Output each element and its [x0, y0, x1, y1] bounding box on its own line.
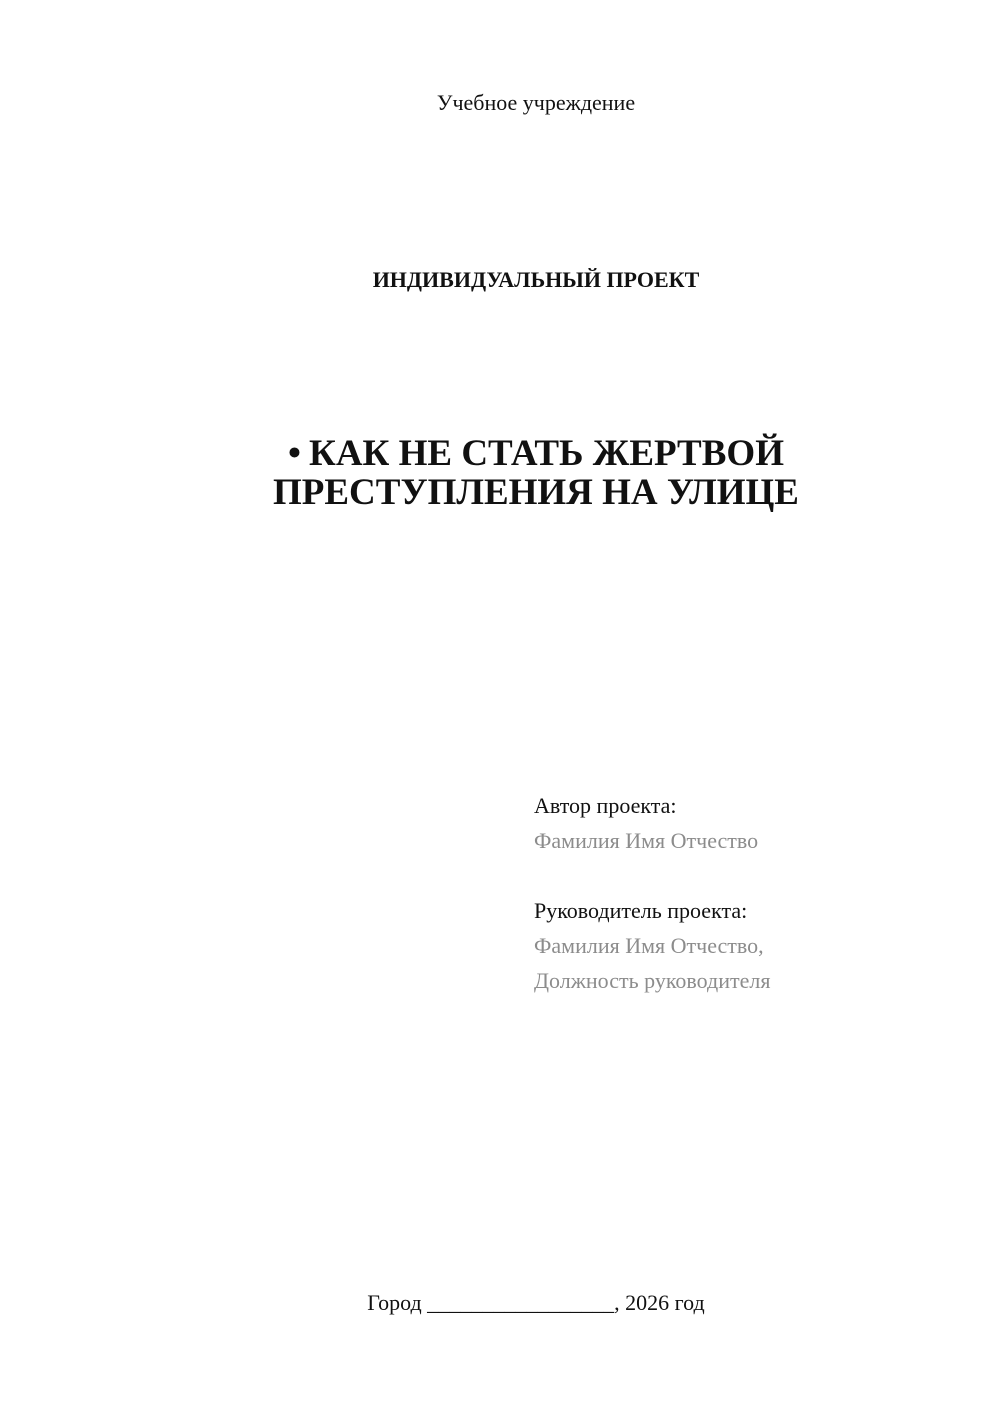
meta-spacer	[534, 858, 974, 893]
author-name: Фамилия Имя Отчество	[534, 828, 759, 853]
year-text: , 2026 год	[614, 1290, 705, 1315]
project-meta	[534, 788, 974, 998]
city-label: Город	[367, 1290, 422, 1315]
author-label: Автор проекта:	[534, 793, 677, 818]
document-type: ИНДИВИДУАЛЬНЫЙ ПРОЕКТ	[372, 267, 700, 292]
title-bullet: •	[288, 433, 301, 474]
city-blank: _________________	[427, 1290, 615, 1315]
title-line-1-text: КАК НЕ СТАТЬ ЖЕРТВОЙ	[308, 433, 784, 474]
supervisor-label: Руководитель проекта:	[534, 898, 748, 923]
city-year-line	[0, 1290, 1000, 1316]
supervisor-position: Должность руководителя	[534, 968, 771, 993]
institution-name: Учебное учреждение	[436, 90, 636, 115]
title-line-1	[0, 434, 1000, 473]
project-title	[0, 434, 1000, 512]
supervisor-name: Фамилия Имя Отчество,	[534, 933, 764, 958]
title-line-2: ПРЕСТУПЛЕНИЯ НА УЛИЦЕ	[272, 472, 799, 513]
